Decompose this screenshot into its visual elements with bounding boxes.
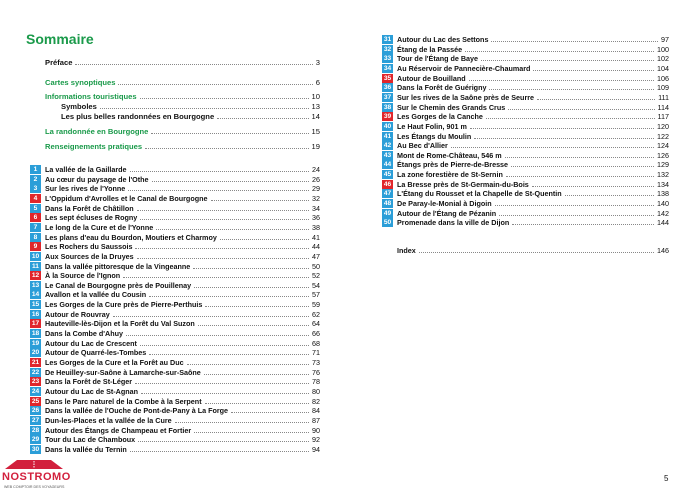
route-number-badge: 34 bbox=[383, 64, 392, 72]
route-page: 66 bbox=[312, 329, 320, 339]
route-entry[interactable] bbox=[382, 151, 669, 160]
leader-dots bbox=[113, 316, 309, 317]
route-entry[interactable] bbox=[30, 233, 320, 242]
route-number-badge: 8 bbox=[30, 233, 41, 242]
route-page: 126 bbox=[657, 150, 669, 160]
front-matter-item[interactable] bbox=[45, 126, 320, 136]
route-title: Dans la vallée pittoresque de la Vingeanne bbox=[45, 261, 191, 271]
route-title: Étang de la Passée bbox=[397, 44, 463, 54]
route-page: 82 bbox=[312, 396, 320, 406]
route-title: Sur le Chemin des Grands Crus bbox=[397, 102, 506, 112]
route-page: 100 bbox=[657, 44, 669, 54]
route-page: 134 bbox=[657, 179, 669, 189]
leader-dots bbox=[175, 422, 309, 423]
front-matter-page: 19 bbox=[311, 142, 320, 151]
route-number-badge: 24 bbox=[31, 387, 40, 395]
route-number-badge: 10 bbox=[31, 252, 40, 260]
front-matter-label: Informations touristiques bbox=[45, 92, 137, 101]
leader-dots bbox=[149, 354, 309, 355]
route-entry[interactable] bbox=[382, 35, 669, 44]
route-page: 54 bbox=[312, 280, 320, 290]
route-title: Le long de la Cure et de l'Yonne bbox=[45, 222, 154, 232]
route-title: Tour du Lac de Chamboux bbox=[45, 435, 136, 445]
route-page: 78 bbox=[312, 377, 320, 387]
route-number-badge: 28 bbox=[31, 426, 40, 434]
leader-dots bbox=[506, 176, 654, 177]
leader-dots bbox=[118, 84, 312, 85]
route-page: 84 bbox=[312, 406, 320, 416]
route-page: 132 bbox=[657, 170, 669, 180]
route-entry[interactable] bbox=[30, 406, 320, 415]
route-title: Dun-les-Places et la vallée de la Cure bbox=[45, 415, 172, 425]
route-number-badge: 50 bbox=[383, 219, 392, 227]
route-page: 73 bbox=[312, 358, 320, 367]
route-page: 71 bbox=[312, 348, 320, 358]
page-number: 5 bbox=[664, 474, 669, 483]
route-page: 124 bbox=[657, 141, 669, 151]
leader-dots bbox=[537, 99, 655, 100]
route-page: 120 bbox=[657, 121, 669, 131]
front-matter-label: Renseignements pratiques bbox=[45, 142, 143, 151]
leader-dots bbox=[141, 393, 309, 394]
route-number-badge: 23 bbox=[31, 378, 40, 386]
route-title: Les sept écluses de Rogny bbox=[45, 213, 138, 223]
leader-dots bbox=[495, 205, 654, 206]
route-entry[interactable] bbox=[382, 189, 669, 198]
route-title: L'Oppidum d'Avrolles et le Canal de Bourgogne bbox=[45, 193, 208, 203]
route-title: Étangs près de Pierre-de-Bresse bbox=[397, 160, 509, 170]
leader-dots bbox=[211, 200, 310, 201]
route-page: 142 bbox=[657, 208, 669, 218]
route-page: 109 bbox=[657, 83, 669, 93]
route-page: 80 bbox=[312, 386, 320, 396]
nostromo-logo bbox=[0, 458, 71, 497]
leader-dots bbox=[220, 239, 309, 240]
route-entry[interactable] bbox=[30, 329, 320, 338]
route-number-badge: 15 bbox=[31, 301, 40, 309]
page-title: Sommaire bbox=[26, 31, 94, 47]
route-title: L'Étang du Rousset et la Chapelle de St-Quentin bbox=[397, 189, 562, 199]
route-entry[interactable] bbox=[30, 204, 320, 213]
leader-dots bbox=[511, 166, 654, 167]
route-entry[interactable] bbox=[382, 160, 669, 169]
leader-dots bbox=[419, 252, 654, 253]
leader-dots bbox=[75, 64, 312, 65]
leader-dots bbox=[205, 306, 309, 307]
route-page: 92 bbox=[312, 435, 320, 445]
front-matter-item[interactable] bbox=[45, 77, 320, 87]
route-title: Dans la Forêt de Guérigny bbox=[397, 83, 487, 93]
route-title: Sur les rives de la Saône près de Seurre bbox=[397, 92, 535, 102]
route-page: 129 bbox=[657, 160, 669, 170]
route-number-badge: 18 bbox=[31, 330, 40, 338]
route-page: 90 bbox=[312, 425, 320, 435]
leader-dots bbox=[486, 118, 655, 119]
route-page: 94 bbox=[312, 444, 320, 454]
leader-dots bbox=[145, 148, 308, 149]
route-title: Le Canal de Bourgogne près de Pouillenay bbox=[45, 280, 192, 290]
route-number-badge: 44 bbox=[383, 161, 392, 169]
front-matter-label: Préface bbox=[45, 58, 73, 67]
route-page: 41 bbox=[312, 232, 320, 242]
route-page: 104 bbox=[657, 63, 669, 73]
route-number-badge: 12 bbox=[31, 272, 40, 280]
route-title: De Paray-le-Monial à Digoin bbox=[397, 199, 492, 209]
route-number-badge: 29 bbox=[31, 436, 40, 444]
route-title: Le Haut Folin, 901 m bbox=[397, 121, 467, 131]
route-number-badge: 7 bbox=[30, 223, 41, 232]
route-number-badge: 35 bbox=[383, 74, 392, 82]
road-sign-icon bbox=[3, 459, 65, 470]
front-matter-label: Les plus belles randonnées en Bourgogne bbox=[61, 112, 215, 121]
route-title: La vallée de la Gaillarde bbox=[45, 165, 127, 174]
route-number-badge: 3 bbox=[30, 184, 41, 193]
route-number-badge: 49 bbox=[383, 209, 392, 217]
route-number-badge: 46 bbox=[383, 180, 392, 188]
route-page: 29 bbox=[312, 184, 320, 194]
leader-dots bbox=[474, 138, 654, 139]
route-number-badge: 32 bbox=[383, 45, 392, 53]
route-title: Autour du Lac des Settons bbox=[397, 35, 489, 44]
route-entry[interactable] bbox=[382, 54, 669, 63]
route-entry[interactable] bbox=[30, 165, 320, 174]
route-title: Au Bec d'Allier bbox=[397, 141, 448, 151]
leader-dots bbox=[140, 345, 309, 346]
route-number-badge: 13 bbox=[31, 281, 40, 289]
route-entry[interactable] bbox=[30, 175, 320, 184]
leader-dots bbox=[491, 41, 658, 42]
route-title: Dans la Forêt de St-Léger bbox=[45, 377, 133, 387]
route-page: 144 bbox=[657, 218, 669, 228]
index-label: Index bbox=[397, 246, 416, 255]
route-title: Les Gorges de la Canche bbox=[397, 112, 483, 122]
leader-dots bbox=[469, 80, 654, 81]
route-page: 87 bbox=[312, 415, 320, 425]
leader-dots bbox=[505, 157, 654, 158]
route-entry[interactable] bbox=[30, 339, 320, 348]
route-entry[interactable] bbox=[30, 184, 320, 193]
route-entry[interactable] bbox=[30, 426, 320, 435]
route-page: 122 bbox=[657, 131, 669, 141]
route-page: 34 bbox=[312, 203, 320, 213]
route-page: 57 bbox=[312, 290, 320, 300]
route-page: 26 bbox=[312, 174, 320, 184]
route-page: 111 bbox=[658, 92, 669, 102]
route-number-badge: 48 bbox=[383, 200, 392, 208]
route-title: Autour du Lac de Crescent bbox=[45, 338, 137, 348]
route-title: De Heuilley-sur-Saône à Lamarche-sur-Saône bbox=[45, 367, 201, 377]
route-page: 114 bbox=[657, 102, 669, 112]
route-page: 38 bbox=[312, 222, 320, 232]
route-title: Dans la vallée du Ternin bbox=[45, 444, 127, 454]
route-entry[interactable] bbox=[30, 348, 320, 357]
leader-dots bbox=[217, 118, 308, 119]
route-number-badge: 16 bbox=[31, 310, 40, 318]
route-title: Les Gorges de la Cure et la Forêt au Duc bbox=[45, 358, 184, 367]
leader-dots bbox=[137, 258, 309, 259]
front-matter-item[interactable] bbox=[45, 141, 320, 151]
route-title: Aux Sources de la Druyes bbox=[45, 251, 134, 261]
route-title: Au Réservoir de Pannecière-Chaumard bbox=[397, 63, 531, 73]
leader-dots bbox=[194, 432, 309, 433]
route-entry[interactable] bbox=[30, 194, 320, 203]
index-entry[interactable] bbox=[397, 246, 669, 255]
route-number-badge: 25 bbox=[31, 397, 40, 405]
index-page: 146 bbox=[657, 246, 669, 255]
front-matter-label: Cartes synoptiques bbox=[45, 78, 116, 87]
route-title: Autour de Rouvray bbox=[45, 309, 110, 319]
leader-dots bbox=[205, 403, 309, 404]
front-matter-page: 6 bbox=[315, 78, 320, 87]
route-entry[interactable] bbox=[382, 64, 669, 73]
leader-dots bbox=[512, 224, 654, 225]
route-title: Avallon et la vallée du Cousin bbox=[45, 290, 147, 300]
route-entry[interactable] bbox=[30, 397, 320, 406]
leader-dots bbox=[135, 383, 309, 384]
leader-dots bbox=[130, 451, 309, 452]
route-entry[interactable] bbox=[382, 83, 669, 92]
route-page: 36 bbox=[312, 213, 320, 223]
leader-dots bbox=[451, 147, 654, 148]
leader-dots bbox=[499, 215, 654, 216]
front-matter-page: 13 bbox=[311, 102, 320, 111]
leader-dots bbox=[126, 335, 309, 336]
front-matter-item[interactable] bbox=[45, 91, 320, 101]
route-entry[interactable] bbox=[382, 132, 669, 141]
route-number-badge: 22 bbox=[31, 368, 40, 376]
route-number-badge: 43 bbox=[383, 151, 392, 159]
route-page: 140 bbox=[657, 199, 669, 209]
route-number-badge: 21 bbox=[31, 359, 40, 366]
route-number-badge: 45 bbox=[383, 171, 392, 179]
route-entry[interactable] bbox=[30, 377, 320, 386]
leader-dots bbox=[194, 287, 309, 288]
route-number-badge: 41 bbox=[383, 132, 392, 140]
route-title: Mont de Rome-Château, 546 m bbox=[397, 150, 502, 160]
route-number-badge: 6 bbox=[30, 213, 41, 222]
route-entry[interactable] bbox=[30, 223, 320, 232]
route-page: 117 bbox=[657, 112, 669, 122]
leader-dots bbox=[130, 171, 309, 172]
route-number-badge: 27 bbox=[31, 416, 40, 424]
leader-dots bbox=[565, 195, 654, 196]
route-page: 68 bbox=[312, 338, 320, 348]
route-title: Les Étangs du Moulin bbox=[397, 131, 472, 141]
leader-dots bbox=[533, 70, 654, 71]
route-entry[interactable] bbox=[382, 122, 669, 131]
route-number-badge: 9 bbox=[30, 242, 41, 251]
route-entry[interactable] bbox=[382, 93, 669, 102]
route-entry[interactable] bbox=[382, 103, 669, 112]
leader-dots bbox=[156, 229, 309, 230]
route-title: Tour de l'Étang de Baye bbox=[397, 54, 479, 64]
route-number-badge: 26 bbox=[31, 407, 40, 415]
leader-dots bbox=[187, 364, 309, 365]
leader-dots bbox=[470, 128, 654, 129]
route-entry[interactable] bbox=[30, 387, 320, 396]
route-title: Dans la vallée de l'Ouche de Pont-de-Pany à La Forge bbox=[45, 406, 229, 416]
route-entry[interactable] bbox=[30, 368, 320, 377]
route-number-badge: 17 bbox=[31, 320, 40, 328]
logo-tagline: WEB COMPTOIR DES VOYAGEURS bbox=[4, 485, 65, 489]
route-page: 138 bbox=[657, 189, 669, 199]
route-title: Autour de Quarré-les-Tombes bbox=[45, 348, 147, 358]
route-number-badge: 11 bbox=[30, 262, 41, 271]
route-title: Autour de Bouilland bbox=[397, 73, 466, 83]
leader-dots bbox=[138, 441, 309, 442]
route-entry[interactable] bbox=[382, 45, 669, 54]
route-number-badge: 40 bbox=[383, 122, 392, 130]
route-title: Promenade dans la ville de Dijon bbox=[397, 218, 510, 228]
route-title: La zone forestière de St-Sernin bbox=[397, 170, 503, 180]
route-entry[interactable] bbox=[30, 435, 320, 444]
leader-dots bbox=[149, 296, 309, 297]
route-page: 64 bbox=[312, 319, 320, 329]
route-entry[interactable] bbox=[382, 170, 669, 179]
leader-dots bbox=[123, 277, 309, 278]
route-entry[interactable] bbox=[382, 209, 669, 218]
leader-dots bbox=[231, 412, 309, 413]
route-title: Sur les rives de l'Yonne bbox=[45, 184, 126, 194]
leader-dots bbox=[204, 374, 309, 375]
route-title: Hauteville-lès-Dijon et la Forêt du Val Suzon bbox=[45, 319, 195, 329]
route-entry[interactable] bbox=[30, 290, 320, 299]
leader-dots bbox=[128, 190, 309, 191]
route-number-badge: 19 bbox=[31, 339, 40, 347]
route-number-badge: 2 bbox=[30, 175, 41, 184]
leader-dots bbox=[489, 89, 654, 90]
route-entry[interactable] bbox=[30, 213, 320, 222]
leader-dots bbox=[140, 219, 309, 220]
leader-dots bbox=[137, 210, 309, 211]
route-page: 24 bbox=[312, 165, 320, 174]
route-entry[interactable] bbox=[382, 74, 669, 83]
route-entry[interactable] bbox=[30, 262, 320, 271]
route-entry[interactable] bbox=[30, 310, 320, 319]
logo-wordmark: NOSTROMO bbox=[2, 471, 71, 483]
front-matter-page: 10 bbox=[311, 92, 320, 101]
route-title: Les Rochers du Saussois bbox=[45, 242, 133, 252]
leader-dots bbox=[100, 108, 309, 109]
route-title: Dans la Forêt de Châtillon bbox=[45, 203, 134, 213]
route-number-badge: 39 bbox=[383, 113, 392, 121]
leader-dots bbox=[532, 186, 654, 187]
route-entry[interactable] bbox=[382, 218, 669, 227]
leader-dots bbox=[193, 268, 309, 269]
route-title: Les plans d'eau du Bourdon, Moutiers et Charmoy bbox=[45, 232, 217, 242]
route-page: 32 bbox=[312, 193, 320, 203]
front-matter-label: Symboles bbox=[61, 102, 97, 111]
leader-dots bbox=[151, 133, 308, 134]
route-entry[interactable] bbox=[382, 180, 669, 189]
route-entry[interactable] bbox=[30, 252, 320, 261]
route-entry[interactable] bbox=[30, 281, 320, 290]
route-title: Au cœur du paysage de l'Othe bbox=[45, 174, 149, 184]
route-number-badge: 37 bbox=[383, 93, 392, 101]
leader-dots bbox=[508, 109, 654, 110]
front-matter-item[interactable] bbox=[45, 111, 320, 121]
route-title: À la Source de l'Ignon bbox=[45, 271, 121, 281]
leader-dots bbox=[481, 60, 654, 61]
route-title: Les Gorges de la Cure près de Pierre-Perthuis bbox=[45, 300, 203, 310]
route-number-badge: 36 bbox=[383, 84, 392, 92]
route-number-badge: 38 bbox=[383, 103, 392, 111]
front-matter-item[interactable] bbox=[45, 57, 320, 67]
route-number-badge: 42 bbox=[383, 142, 392, 150]
route-number-badge: 33 bbox=[383, 55, 392, 63]
route-page: 52 bbox=[312, 271, 320, 281]
route-entry[interactable] bbox=[382, 112, 669, 121]
route-title: La Bresse près de St-Germain-du-Bois bbox=[397, 179, 529, 189]
route-page: 102 bbox=[657, 54, 669, 64]
front-matter-page: 14 bbox=[311, 112, 320, 121]
route-number-badge: 47 bbox=[383, 190, 392, 198]
leader-dots bbox=[198, 325, 309, 326]
leader-dots bbox=[465, 51, 654, 52]
leader-dots bbox=[140, 98, 309, 99]
route-entry[interactable] bbox=[30, 358, 320, 367]
route-entry[interactable] bbox=[382, 141, 669, 150]
front-matter-label: La randonnée en Bourgogne bbox=[45, 127, 149, 136]
route-number-badge: 1 bbox=[30, 165, 41, 174]
leader-dots bbox=[152, 181, 309, 182]
leader-dots bbox=[135, 248, 309, 249]
route-entry[interactable] bbox=[30, 271, 320, 280]
route-title: Autour de l'Étang de Pézanin bbox=[397, 208, 497, 218]
front-matter-item[interactable] bbox=[45, 101, 320, 111]
route-number-badge: 14 bbox=[31, 291, 40, 299]
route-entry[interactable] bbox=[30, 242, 320, 251]
route-title: Dans la Combe d'Ahuy bbox=[45, 329, 123, 339]
front-matter-page: 3 bbox=[315, 58, 320, 67]
route-title: Autour des Étangs de Champeau et Fortier bbox=[45, 425, 192, 435]
route-entry[interactable] bbox=[30, 445, 320, 454]
route-page: 76 bbox=[312, 367, 320, 377]
route-number-badge: 4 bbox=[30, 194, 41, 203]
front-matter-page: 15 bbox=[311, 127, 320, 136]
route-entry[interactable] bbox=[30, 416, 320, 425]
route-entry[interactable] bbox=[30, 319, 320, 328]
route-page: 106 bbox=[657, 73, 669, 83]
route-title: Autour du Lac de St-Agnan bbox=[45, 386, 139, 396]
route-number-badge: 5 bbox=[30, 204, 41, 213]
route-title: Dans le Parc naturel de la Combe à la Serpent bbox=[45, 396, 202, 406]
route-page: 44 bbox=[312, 242, 320, 252]
route-entry[interactable] bbox=[382, 199, 669, 208]
route-entry[interactable] bbox=[30, 300, 320, 309]
route-page: 50 bbox=[312, 261, 320, 271]
route-page: 62 bbox=[312, 309, 320, 319]
route-page: 97 bbox=[661, 35, 669, 44]
route-page: 47 bbox=[312, 251, 320, 261]
route-number-badge: 30 bbox=[31, 445, 40, 453]
route-number-badge: 20 bbox=[31, 349, 40, 357]
route-page: 59 bbox=[312, 300, 320, 310]
route-number-badge: 31 bbox=[383, 36, 392, 43]
